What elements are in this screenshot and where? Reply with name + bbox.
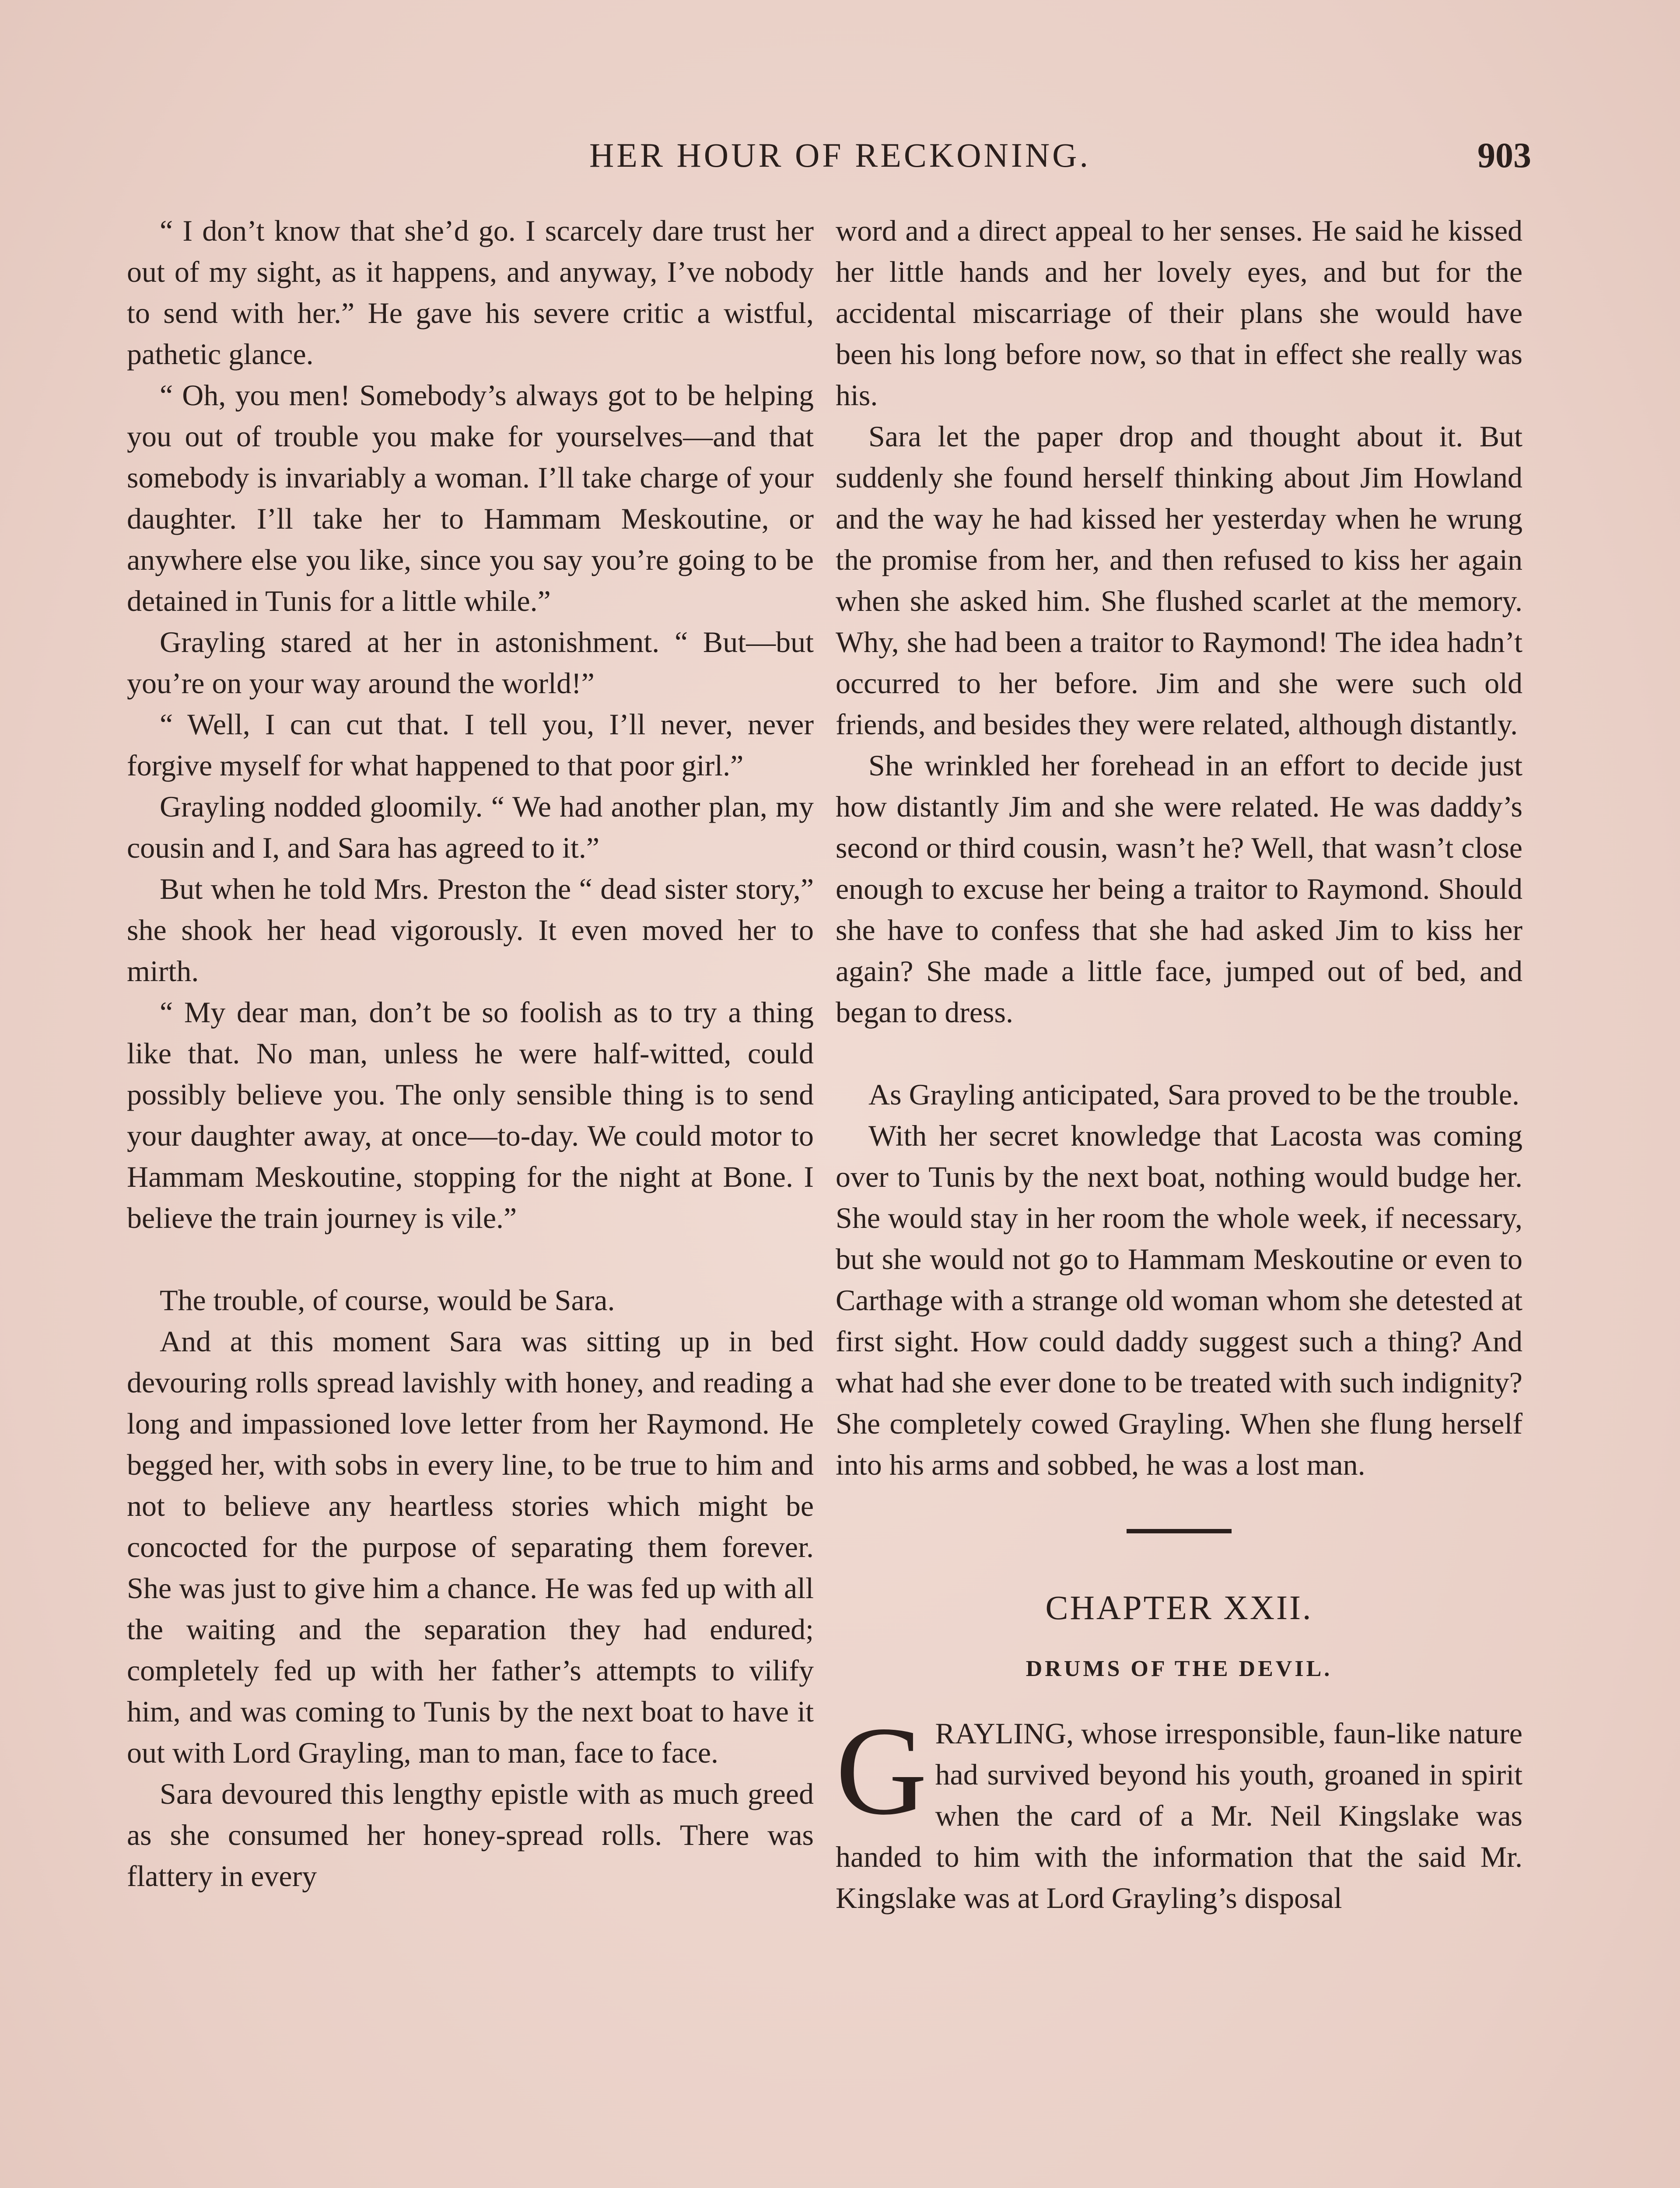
section-divider [1127,1529,1232,1533]
paragraph: She wrinkled her forehead in an effort to decide just how distantly Jim and she were related. He was daddy’s second or third cousin, wasn’t he? Well, that wasn’t close enough to excuse her being a traitor to Raymond. Should she have to confess that she had asked Jim to kiss her again? She made a little face, jumped out of bed, and began to dress. [836,749,1522,1029]
paragraph: “ My dear man, don’t be so foolish as to try a thing like that. No man, unless he were half-witted, could possibly believe you. The only sensible thing is to send your daughter away, at once—to-day. We could motor to Hammam Meskoutine, stopping for the night at Bone. I believe the train journey is vile.” [127,996,814,1234]
paragraph: The trouble, of course, would be Sara. [160,1283,615,1317]
paragraph: “ I don’t know that she’d go. I scarcely dare trust her out of my sight, as it happens, and anyway, I’ve nobody to send with her.” He gave his severe critic a wistful, pathetic glance. [127,214,814,371]
paragraph: word and a direct appeal to her senses. He said he kissed her little hands and her lovely eyes, and but for the accidental miscarriage of their plans she would have been his long before now, so that in effect she really was his. [836,214,1522,412]
paragraph: Sara devoured this lengthy epistle with as much greed as she consumed her honey-spread rolls. There was flattery in every [127,1777,814,1893]
paragraph: As Grayling anticipated, Sara proved to be the trouble. [868,1078,1519,1111]
chapter-opening-text: RAYLING, whose irresponsible, faun-like nature had survived beyond his youth, groaned in spirit when the card of a Mr. Neil Kingslake was handed to him with the information that the said Mr. Kingslake was at Lord Grayling’s disposal [836,1717,1522,1914]
chapter-opening-paragraph [836,1701,1522,1918]
running-head: HER HOUR OF RECKONING. [589,136,1091,174]
chapter-title: CHAPTER XXII. [1045,1588,1313,1627]
paragraph: “ Well, I can cut that. I tell you, I’ll never, never forgive myself for what happened to that poor girl.” [127,708,814,782]
paragraph: “ Oh, you men! Somebody’s always got to be helping you out of trouble you make for yourselves—and that somebody is invariably a woman. I’ll take charge of your daughter. I’ll take her to Hammam Meskoutine, or anywhere else you like, since you say you’re going to be detained in Tunis for a little while.” [127,379,814,617]
chapter-subtitle: DRUMS OF THE DEVIL. [1026,1656,1333,1681]
paragraph: With her secret knowledge that Lacosta was coming over to Tunis by the next boat, nothing would budge her. She would stay in her room the whole week, if necessary, but she would not go to Hammam Meskoutine or even to Carthage with a strange old woman whom she detested at first sight. How could daddy suggest such a thing? And what had she ever done to be treated with such indignity? She completely cowed Grayling. When she flung herself into his arms and sobbed, he was a lost man. [836,1119,1522,1481]
right-column [836,210,1522,1918]
left-column [127,210,814,1897]
drop-cap: G [836,1701,928,1841]
paragraph: And at this moment Sara was sitting up in bed devouring rolls spread lavishly with honey, and reading a long and impassioned love letter from her Raymond. He begged her, with sobs in every line, to be true to him and not to believe any heartless stories which might be concocted for the purpose of separating them forever. She was just to give him a chance. He was fed up with all the waiting and the separation they had endured; completely fed up with her father’s attempts to vilify him, and was coming to Tunis by the next boat to have it out with Lord Grayling, man to man, face to face. [127,1325,814,1769]
page-number: 903 [1477,135,1531,175]
paragraph: Grayling nodded gloomily. “ We had another plan, my cousin and I, and Sara has agreed to it.” [127,790,814,864]
paragraph: But when he told Mrs. Preston the “ dead sister story,” she shook her head vigorously. It even moved her to mirth. [127,872,814,988]
page-header [127,131,1553,179]
paragraph: Grayling stared at her in astonishment. “ But—but you’re on your way around the world!” [127,625,814,700]
paragraph: Sara let the paper drop and thought about it. But suddenly she found herself thinking about Jim Howland and the way he had kissed her yesterday when he wrung the promise from her, and then refused to kiss her again when she asked him. She flushed scarlet at the memory. Why, she had been a traitor to Raymond! The idea hadn’t occurred to her before. Jim and she were such old friends, and besides they were related, although distantly. [836,420,1522,741]
